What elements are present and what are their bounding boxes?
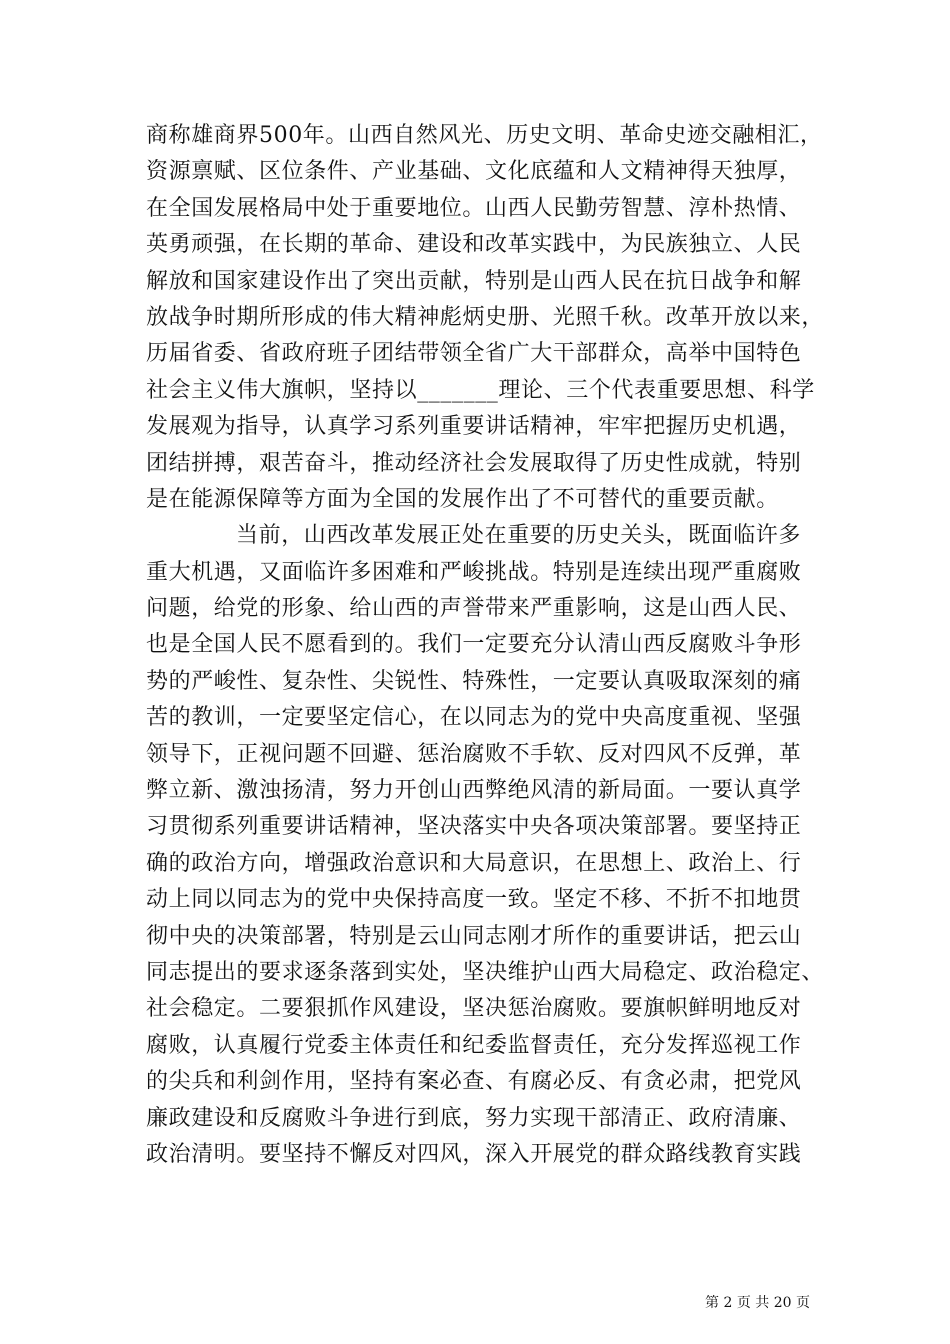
text-line: 同志提出的要求逐条落到实处，坚决维护山西大局稳定、政治稳定、 (146, 959, 825, 985)
text-line: 习贯彻系列重要讲话精神，坚决落实中央各项决策部署。要坚持正 (146, 814, 802, 840)
text-line: 势的严峻性、复杂性、尖锐性、特殊性，一定要认真吸取深刻的痛 (146, 668, 802, 694)
text-line: 确的政治方向，增强政治意识和大局意识，在思想上、政治上、行 (146, 850, 802, 876)
text-line: 解放和国家建设作出了突出贡献，特别是山西人民在抗日战争和解 (146, 268, 802, 294)
text-line: 领导下，正视问题不回避、惩治腐败不手软、反对四风不反弹，革 (146, 741, 802, 767)
text-line: 商称雄商界500年。山西自然风光、历史文明、革命史迹交融相汇， (146, 123, 823, 148)
text-line: 发展观为指导，认真学习系列重要讲话精神，牢牢把握历史机遇， (146, 414, 802, 440)
text-line: 是在能源保障等方面为全国的发展作出了不可替代的重要贡献。 (146, 486, 779, 512)
text-line: 资源禀赋、区位条件、产业基础、文化底蕴和人文精神得天独厚， (146, 159, 802, 185)
text-line: 在全国发展格局中处于重要地位。山西人民勤劳智慧、淳朴热情、 (146, 195, 802, 221)
paragraph-start-line: 当前，山西改革发展正处在重要的历史关头，既面临许多 (236, 523, 802, 549)
text-line: 苦的教训，一定要坚定信心，在以同志为的党中央高度重视、坚强 (146, 705, 802, 731)
text-line: 放战争时期所形成的伟大精神彪炳史册、光照千秋。改革开放以来， (146, 304, 825, 330)
text-line: 社会主义伟大旗帜，坚持以_______理论、三个代表重要思想、科学 (146, 377, 815, 403)
text-line: 英勇顽强，在长期的革命、建设和改革实践中，为民族独立、人民 (146, 232, 802, 258)
text-line: 社会稳定。二要狠抓作风建设，坚决惩治腐败。要旗帜鲜明地反对 (146, 996, 802, 1022)
text-line: 弊立新、激浊扬清，努力开创山西弊绝风清的新局面。一要认真学 (146, 778, 802, 804)
text-line: 彻中央的决策部署，特别是云山同志刚才所作的重要讲话，把云山 (146, 923, 802, 949)
text-line: 历届省委、省政府班子团结带领全省广大干部群众，高举中国特色 (146, 341, 802, 367)
text-line: 也是全国人民不愿看到的。我们一定要充分认清山西反腐败斗争形 (146, 632, 802, 658)
text-line: 的尖兵和利剑作用，坚持有案必查、有腐必反、有贪必肃，把党风 (146, 1069, 802, 1095)
body-text (146, 118, 825, 1173)
page-number-footer: 第 2 页 共 20 页 (705, 1295, 810, 1311)
text-line: 政治清明。要坚持不懈反对四风，深入开展党的群众路线教育实践 (146, 1141, 802, 1167)
text-line: 腐败，认真履行党委主体责任和纪委监督责任，充分发挥巡视工作 (146, 1032, 802, 1058)
text-line: 廉政建设和反腐败斗争进行到底，努力实现干部清正、政府清廉、 (146, 1105, 802, 1131)
text-line: 动上同以同志为的党中央保持高度一致。坚定不移、不折不扣地贯 (146, 887, 802, 913)
text-line: 问题，给党的形象、给山西的声誉带来严重影响，这是山西人民、 (146, 596, 802, 622)
text-line: 重大机遇，又面临许多困难和严峻挑战。特别是连续出现严重腐败 (146, 559, 802, 585)
text-line: 团结拼搏，艰苦奋斗，推动经济社会发展取得了历史性成就，特别 (146, 450, 802, 476)
